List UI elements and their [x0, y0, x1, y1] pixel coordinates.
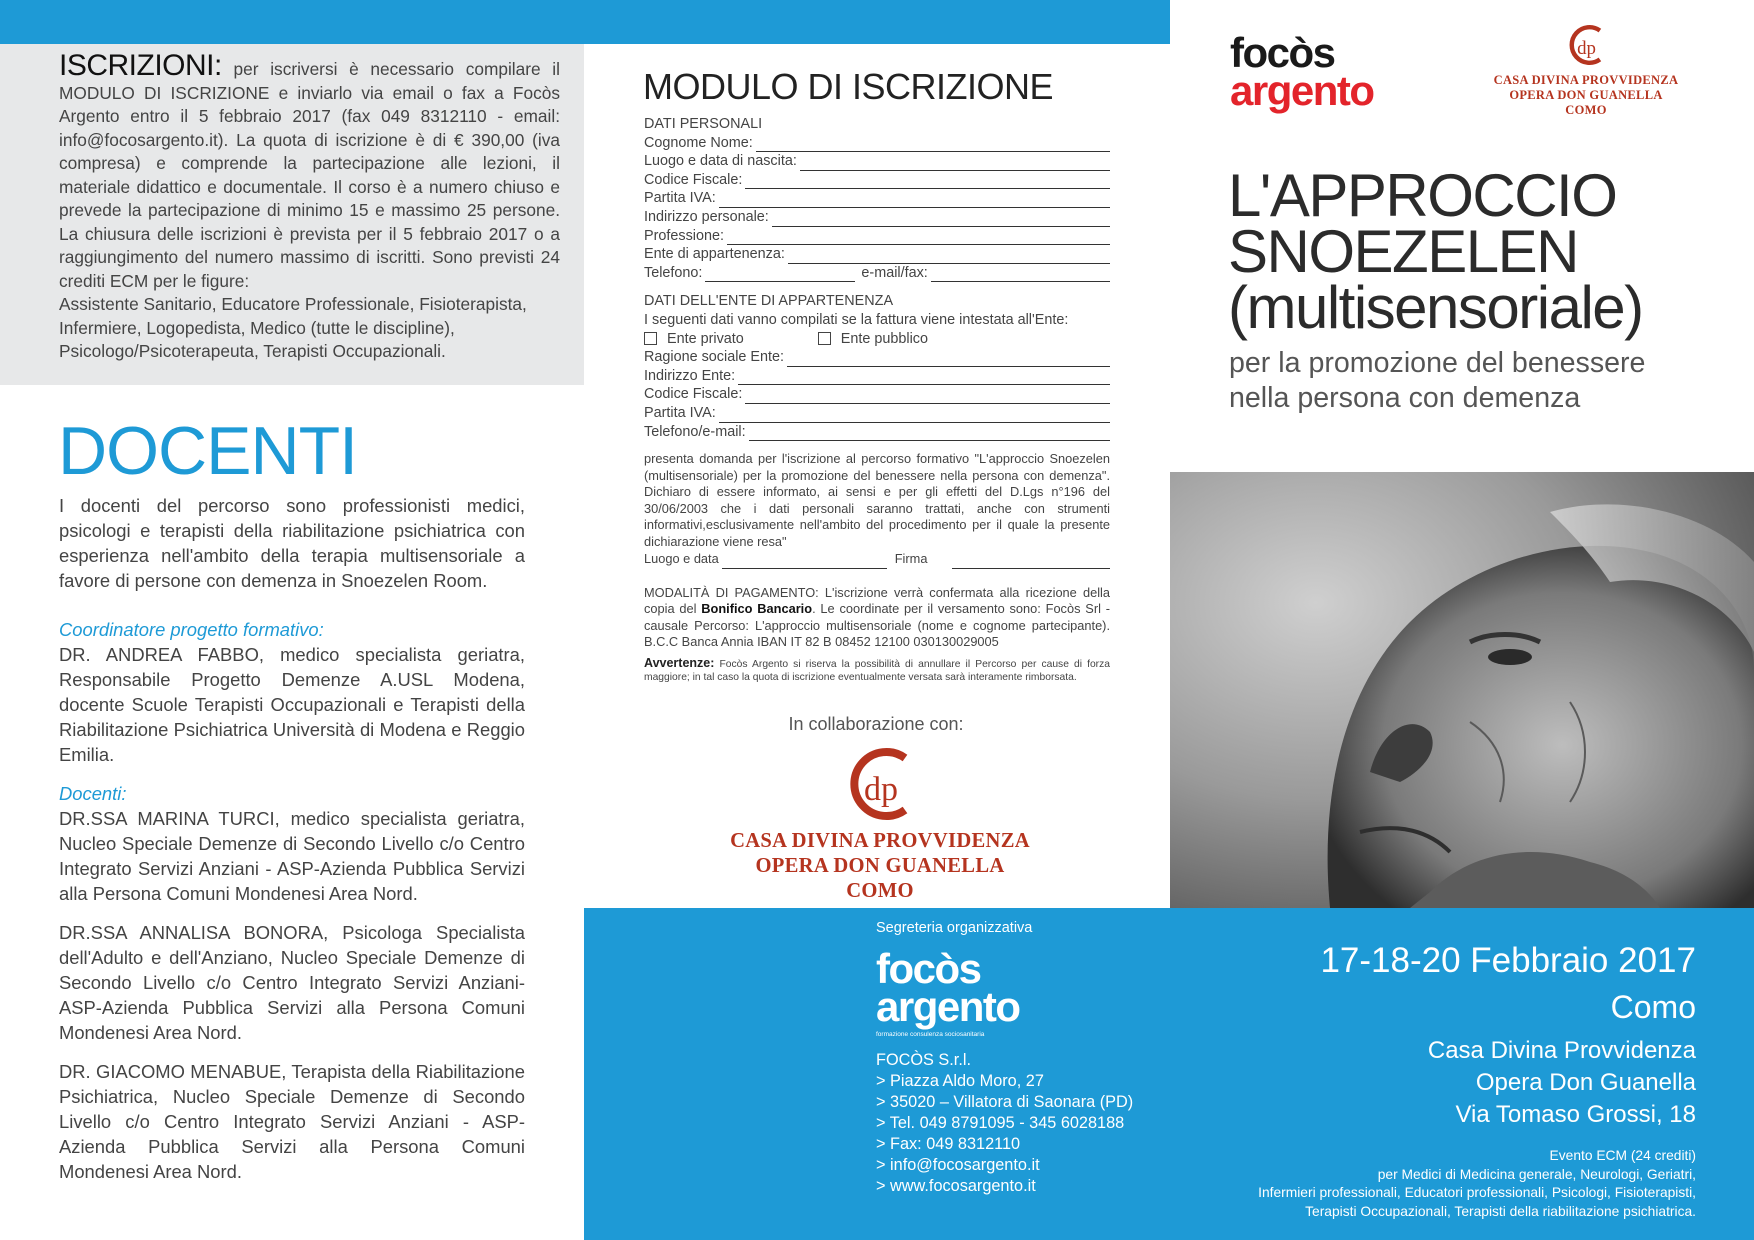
contact-list — [876, 1050, 1133, 1197]
coordinator-label: Coordinatore progetto formativo: — [59, 619, 324, 640]
input-line[interactable] — [745, 392, 1110, 404]
personal-data-heading: DATI PERSONALI — [644, 116, 763, 132]
field-label: Professione: — [644, 227, 724, 244]
field-cf-ente[interactable] — [644, 385, 1110, 404]
payment-text — [644, 585, 1110, 651]
docente-turci: DR.SSA MARINA TURCI, medico specialista geriatra, Nucleo Speciale Demenze di Secondo Livello c/o Centro Integrato Servizi Anziani - ASP-Azienda Pubblica Servizi alla Persona Comuni Mondenesi Area Nord. — [59, 808, 525, 904]
ente-note: I seguenti dati vanno compilati se la fattura viene intestata all'Ente: — [644, 311, 1069, 328]
cdp-name-3: COMO — [846, 880, 914, 902]
field-label: Telefono: — [644, 264, 703, 281]
cdp-monogram-icon — [1561, 22, 1611, 68]
payment-bold: Bonifico Bancario — [701, 601, 813, 617]
input-line[interactable] — [745, 177, 1110, 189]
field-codice-fiscale[interactable] — [644, 171, 1110, 190]
segreteria-label: Segreteria organizzativa — [876, 920, 1033, 936]
ecm-line-3: Infermieri professionali, Educatori professionali, Psicologi, Fisioterapisti, — [1258, 1185, 1696, 1200]
cdp-logo-top — [1476, 22, 1696, 118]
modulo-title: MODULO DI ISCRIZIONE — [643, 66, 1054, 107]
field-nome[interactable] — [644, 134, 1110, 153]
input-line[interactable] — [788, 252, 1110, 264]
input-line[interactable] — [749, 429, 1110, 441]
elderly-woman-photo — [1170, 472, 1754, 908]
focos-argento-logo-top — [1230, 29, 1374, 114]
field-professione[interactable] — [644, 227, 1110, 246]
venue-line-1: Casa Divina Provvidenza — [1427, 1037, 1696, 1064]
focos-argento-logo-bottom — [876, 945, 1020, 1038]
ente-privato-label: Ente privato — [667, 330, 744, 347]
ente-pubblico-checkbox[interactable] — [818, 332, 831, 345]
docenti-title: DOCENTI — [58, 413, 357, 489]
input-line[interactable] — [719, 411, 1110, 423]
field-label: Ente di appartenenza: — [644, 246, 785, 263]
cdp-monogram-text: dp — [1577, 37, 1596, 59]
argento-wordmark: argento — [1230, 66, 1374, 114]
cdp-top-name-2: OPERA DON GUANELLA — [1509, 88, 1663, 102]
field-label: Cognome Nome: — [644, 134, 753, 151]
cdp-name-1: CASA DIVINA PROVVIDENZA — [730, 830, 1030, 852]
ecm-line-1: Evento ECM (24 crediti) — [1549, 1148, 1696, 1163]
focos-tagline: formazione consulenza sociosanitaria — [876, 1030, 985, 1038]
input-line[interactable] — [787, 355, 1110, 367]
ecm-line-2: per Medici di Medicina generale, Neurologi, Geriatri, — [1377, 1166, 1696, 1182]
argento-wordmark: argento — [876, 982, 1020, 1030]
field-label: Indirizzo Ente: — [644, 367, 736, 384]
coordinator-text: DR. ANDREA FABBO, medico specialista geriatra, Responsabile Progetto Demenze A.USL Modena, docente Scuole Terapisti Occupazionali e Terapisti della Riabilitazione Psichiatrica Università di Modena e Reggio Emilia. — [59, 644, 525, 765]
field-label: Ragione sociale Ente: — [644, 349, 784, 366]
ente-heading: DATI DELL'ENTE DI APPARTENENZA — [644, 293, 894, 310]
cover-title-line-1: L'APPROCCIO — [1228, 162, 1617, 229]
contact-address: > Piazza Aldo Moro, 27 — [876, 1072, 1044, 1090]
cover-title — [1228, 162, 1643, 341]
ecm-line-4: Terapisti Occupazionali, Terapisti della riabilitazione psichiatrica. — [1305, 1203, 1696, 1219]
cover-title-line-2: SNOEZELEN — [1228, 218, 1578, 285]
field-label: Partita IVA: — [644, 190, 716, 207]
docenti-intro: I docenti del percorso sono professionisti medici, psicologi e terapisti della riabilitazione psichiatrica con esperienza nell'ambito della terapia multisensoriale a favore di persone con demenza in Snoezelen Room. — [59, 495, 525, 591]
input-line[interactable] — [727, 233, 1110, 245]
field-iva-ente[interactable] — [644, 404, 1110, 423]
cover-subtitle-2: nella persona con demenza — [1229, 382, 1581, 414]
luogo-data-line[interactable] — [722, 557, 887, 569]
cdp-monogram-text: dp — [864, 771, 898, 808]
input-line[interactable] — [756, 140, 1110, 152]
cdp-top-name-1: CASA DIVINA PROVVIDENZA — [1493, 73, 1679, 87]
iscrizioni-text: per iscriversi è necessario compilare il MODULO DI ISCRIZIONE e inviarlo via email o fax a Focòs Argento entro il 5 febbraio 2017 (fax 049 8312110 - email: info@focosargento.it). La quota di iscrizione è di € 390,00 (iva compresa) e comprende la partecipazione alle lezioni, il materiale didattico e documentale. Il corso è a numero chiuso e prevede la partecipazione di minimo 15 e massimo 25 persone. La chiusura delle iscrizioni è prevista per il 5 febbraio 2017 o a raggiungimento del numero massimo di iscritti. Sono previsti 24 crediti ECM per le figure: — [59, 59, 560, 291]
cdp-top-name-3: COMO — [1565, 103, 1607, 117]
event-date-block — [1320, 938, 1696, 1030]
docente-bonora: DR.SSA ANNALISA BONORA, Psicologa Specialista dell'Adulto e dell'Anziano, Nucleo Speciale Demenze di Secondo Livello c/o Centro Integrato Servizi Anziani- ASP-Azienda Pubblica Servizi alla Persona Comuni Mondenesi Area Nord. — [59, 922, 525, 1043]
focos-wordmark: focòs — [1230, 29, 1335, 76]
input-line[interactable] — [772, 215, 1110, 227]
avvertenze-text: Focòs Argento si riserva la possibilità di annullare il Percorso per cause di forza maggiore; in tal caso la quota di iscrizione eventualmente versata sarà interamente rimborsata. — [644, 658, 1110, 683]
cover-subtitle-1: per la promozione del benessere — [1229, 347, 1646, 379]
telefono-line[interactable] — [705, 270, 855, 282]
contact-city: > 35020 – Villatora di Saonara (PD) — [876, 1093, 1134, 1111]
ente-pubblico-label: Ente pubblico — [840, 330, 929, 347]
ente-type-checkboxes — [644, 330, 1110, 349]
field-indirizzo[interactable] — [644, 208, 1110, 227]
iscrizioni-figures: Assistente Sanitario, Educatore Professionale, Fisioterapista, Infermiere, Logopedista, Medico (tutte le discipline), Psicologo/Psicoterapeuta, Terapisti Occupazionali. — [59, 294, 527, 361]
field-label: Telefono/e-mail: — [644, 423, 746, 440]
signature-row — [644, 550, 1110, 569]
field-partita-iva[interactable] — [644, 189, 1110, 208]
field-label: e-mail/fax: — [861, 264, 928, 281]
field-luogo-nascita[interactable] — [644, 152, 1110, 171]
docente-menabue: DR. GIACOMO MENABUE, Terapista della Riabilitazione Psichiatrica, Nucleo Speciale Demenze di Secondo Livello c/o Centro Integrato Servizi Anziani - ASP-Azienda Pubblica Servizi alla Persona Comuni Mondenesi Area Nord. — [59, 1061, 525, 1182]
email-line[interactable] — [931, 270, 1110, 282]
input-line[interactable] — [800, 159, 1110, 171]
top-accent-bar — [0, 0, 1170, 44]
luogo-data-label: Luogo e data — [644, 551, 719, 567]
field-telefono-email[interactable] — [644, 264, 1110, 283]
payment-text-1: L'iscrizione verrà confermata alla ricezione della copia del — [644, 584, 1111, 617]
iscrizioni-heading: ISCRIZIONI: — [59, 49, 222, 82]
cover-subtitle — [1229, 346, 1645, 416]
cover-title-line-3: (multisensoriale) — [1228, 274, 1643, 341]
portrait-image — [1170, 472, 1754, 908]
field-label: Indirizzo personale: — [644, 208, 769, 225]
contact-phone[interactable]: > Tel. 049 8791095 - 345 6028188 — [876, 1114, 1125, 1132]
domanda-text: presenta domanda per l'iscrizione al percorso formativo "L'approccio Snoezelen (multisensoriale) per la promozione del benessere nella persona con demenza". Dichiaro di essere informato, ai sensi e per gli effetti del D.Lgs n°196 del 30/06/2003 che i dati personali saranno trattati, anche con strumenti informativi,esclusivamente nell'ambito del procedimento per il quale la presente dichiarazione viene resa" — [644, 451, 1110, 549]
field-label: Partita IVA: — [644, 404, 716, 421]
firma-label: Firma — [894, 551, 928, 567]
cdp-monogram-icon — [835, 744, 925, 824]
ente-privato-checkbox[interactable] — [644, 332, 657, 345]
field-indirizzo-ente[interactable] — [644, 367, 1110, 386]
field-label: Luogo e data di nascita: — [644, 153, 797, 170]
payment-text-2: . Le coordinate per il versamento sono: Focòs Srl - causale Percorso: L'approccio multisensoriale (nome e cognome partecipante). B.C.C Banca Annia IBAN IT 82 B 08452 12100 030130029005 — [644, 601, 1110, 650]
event-venue — [1428, 1035, 1696, 1131]
venue-line-3: Via Tomaso Grossi, 18 — [1455, 1101, 1696, 1128]
focos-wordmark: focòs — [876, 945, 981, 992]
contact-website[interactable]: > www.focosargento.it — [876, 1177, 1036, 1195]
field-label: Codice Fiscale: — [644, 171, 743, 188]
venue-line-2: Opera Don Guanella — [1475, 1069, 1696, 1096]
field-ente[interactable] — [644, 245, 1110, 264]
company-name: FOCÒS S.r.l. — [876, 1051, 971, 1069]
cdp-name-2: OPERA DON GUANELLA — [755, 855, 1005, 877]
contact-email[interactable]: > info@focosargento.it — [876, 1156, 1040, 1174]
registration-form — [644, 115, 1110, 684]
field-ragione-sociale[interactable] — [644, 348, 1110, 367]
iscrizioni-box — [0, 44, 584, 385]
contact-fax: > Fax: 049 8312110 — [876, 1135, 1021, 1153]
avvertenze — [644, 657, 1110, 684]
event-date: 17-18-20 Febbraio 2017 — [1320, 941, 1696, 980]
input-line[interactable] — [738, 373, 1110, 385]
collab-cdp-logo — [680, 744, 1080, 904]
firma-line[interactable] — [952, 557, 1110, 569]
field-telefono-ente[interactable] — [644, 423, 1110, 442]
docenti-label: Docenti: — [59, 783, 127, 804]
event-city: Como — [1610, 989, 1696, 1025]
avvertenze-label: Avvertenze: — [644, 655, 715, 670]
payment-label: MODALITÀ DI PAGAMENTO: — [644, 584, 819, 600]
field-label: Codice Fiscale: — [644, 386, 743, 403]
input-line[interactable] — [719, 196, 1110, 208]
docenti-section — [59, 493, 525, 1198]
collaboration-label: In collaborazione con: — [788, 714, 964, 734]
ecm-info — [1258, 1147, 1696, 1221]
